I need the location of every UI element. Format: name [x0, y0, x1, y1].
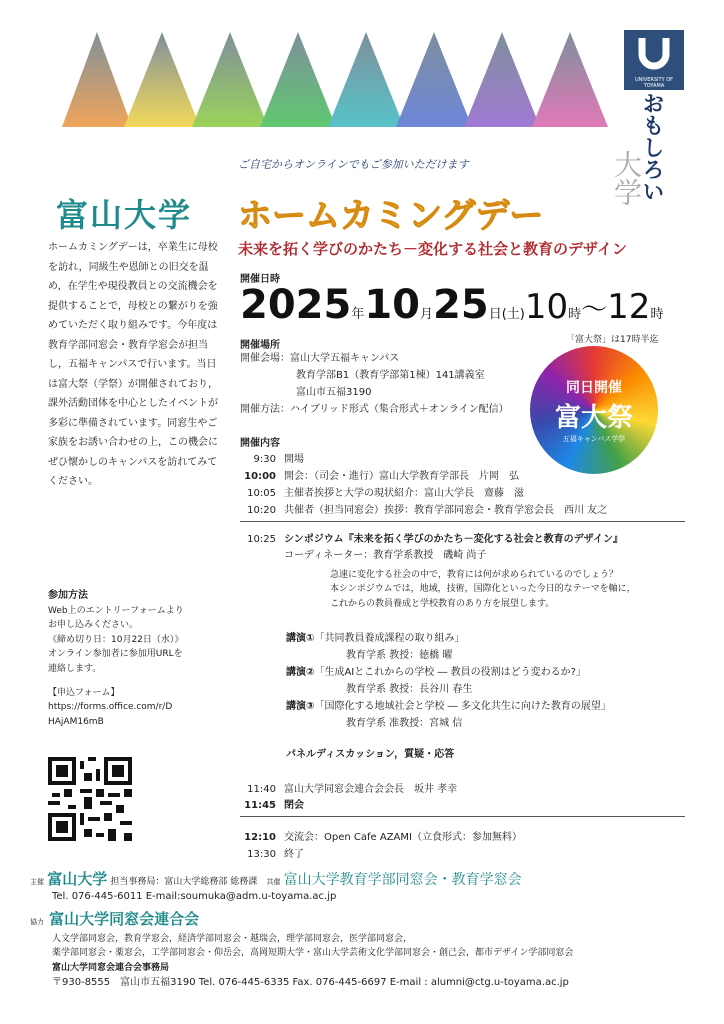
host-contact: Tel. 076-445-6011 E-mail:soumuka@adm.u-toyama.ac.jp: [52, 891, 337, 902]
festival-badge: 同日開催 富大祭 五福キャンパス学祭: [530, 346, 658, 474]
qr-code-icon[interactable]: [48, 757, 132, 841]
venue-block: 開催会場：富山大学五福キャンパス 教育学部B1（教育学部第1棟）141講義室 富山市五福3190 開催方法：ハイブリッド形式（集合形式＋オンライン配信）: [240, 353, 509, 415]
date-label: 開催日時: [240, 274, 280, 285]
divider: [240, 816, 685, 817]
program-row: 10:20 共催者（担当同窓会）挨拶：教育学部同窓会・教育学窓会長 西川 友之: [247, 505, 608, 516]
event-date: 2025年10月25日(土)10時～12時: [240, 282, 664, 328]
program-row: コーディネーター：教育学系教授 磯崎 尚子: [284, 550, 487, 561]
intro-paragraph: ホームカミングデーは，卒業生に母校を訪れ，同級生や恩師との旧交を温め，在学生や現役教員との交流機会を提供することで，母校との繋がりを強めていただく取り組みです。今年度は教育学部同窓会・教育学窓会が担当し，五福キャンパスで行います。当日は富大祭（学祭）が開催されており，課外活動団体を中心としたイベントが多彩に準備されています。同窓生やご家族をお誘い合わせの上，この機会にぜひ懐かしのキャンパスを訪れてみてください。: [48, 242, 218, 487]
panel-discussion: パネルディスカッション，質疑・応答: [286, 749, 455, 760]
program-row: 13:30 終了: [247, 849, 304, 860]
u-mark-icon: [624, 30, 684, 74]
program-row: 11:40 富山大学同窓会連合会会長 坂井 孝幸: [247, 784, 458, 795]
program-label: 開催内容: [240, 438, 280, 449]
participation-block: 参加方法 Web上のエントリーフォームより お申し込みください。 《締め切り日：10月22日（水）》 オンライン参加者に参加用URLを 連絡します。 【申込フォーム】 https://forms.office.com/r/D HAjAM16mB: [48, 588, 184, 729]
event-subtitle: 未来を拓く学びのかたち－変化する社会と教育のデザイン: [238, 240, 627, 258]
program-row: 10:25 シンポジウム『未来を拓く学びのかたち－変化する社会と教育のデザイン』: [247, 534, 623, 545]
form-url[interactable]: HAjAM16mB: [48, 716, 104, 727]
program-row: 10:05 主催者挨拶と大学の現状紹介：富山大学長 齋藤 滋: [247, 488, 524, 499]
alumni-members: 人文学部同窓会，教育学窓会，経済学部同窓会・越瑞会，理学部同窓会，医学部同窓会， 薬学部同窓会・薬窓会，工学部同窓会・仰岳会，高岡短期大学・富山大学芸術文化学部同窓会・創己会，都市デザイン学部同窓会 富山大学同窓会連合会事務局 〒930-8555 富山市五福3190 Tel. 076-445-6335 Fax. 076-445-6697 E-mail : alumni@ctg.u-toyama.ac.jp: [52, 934, 574, 989]
university-name: 富山大学: [56, 196, 193, 234]
rainbow-mountains-graphic: [62, 32, 622, 127]
venue-label: 開催場所: [240, 340, 280, 351]
event-title: ホームカミングデー: [238, 196, 544, 236]
online-tagline: ご自宅からオンラインでもご参加いただけます: [238, 158, 469, 171]
daigaku-text: 大学: [610, 150, 643, 206]
divider: [240, 521, 685, 522]
host-row: 主催 富山大学 担当事務局：富山大学総務部 総務課 共催 富山大学教育学部同窓会・教育学窓会: [30, 870, 522, 888]
symposium-description: 急速に変化する社会の中で，教育には何が求められているのでしょう？ 本シンポジウムでは，地域，技術，国際化といった今日的なテーマを軸に， これからの教員養成と学校教育のあり方を展望します。: [330, 570, 636, 609]
program-row: 11:45 閉会: [244, 800, 304, 811]
lecture-list: 講演①「共同教員養成課程の取り組み」 教育学系 教授：徳橋 曜 講演②「生成AIとこれからの学校 ― 教員の役割はどう変わるか?」 教育学系 教授：長谷川 春生 講演③「国際化する地域社会と学校 ― 多文化共生に向けた教育の展望」 教育学系 准教授：宮城 信: [286, 633, 611, 729]
festival-time-note: 「富大祭」は17時半迄: [566, 335, 659, 345]
cooperation-row: 協力 富山大学同窓会連合会: [30, 910, 200, 928]
logo-caption: UNIVERSITY OF TOYAMA: [634, 77, 674, 89]
program-row: 10:00 開会：（司会・進行）富山大学教育学部長 片岡 弘: [244, 471, 519, 482]
program-row: 9:30 開場: [253, 454, 304, 465]
form-url[interactable]: https://forms.office.com/r/D: [48, 702, 173, 713]
program-row: 12:10 交流会：Open Cafe AZAMI（立食形式：参加無料）: [244, 832, 522, 843]
university-logo: [624, 30, 684, 90]
omoshiroi-text: おもしろい: [639, 92, 664, 202]
